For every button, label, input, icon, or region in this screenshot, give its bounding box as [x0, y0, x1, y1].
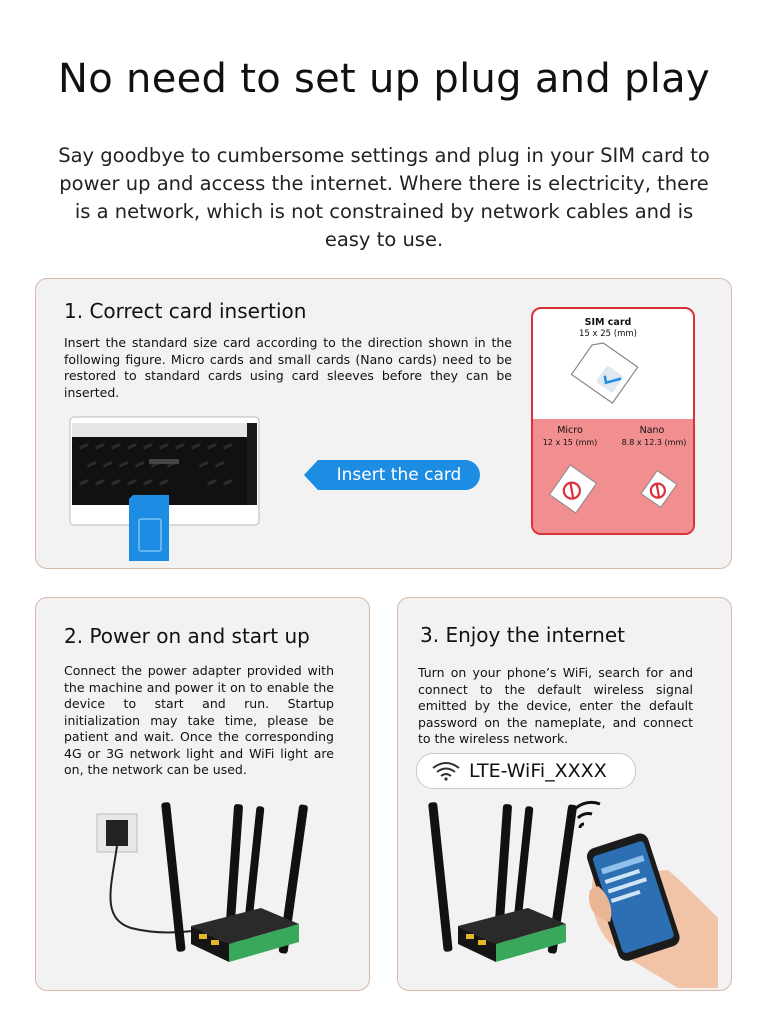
wifi-ssid-pill: [416, 753, 636, 789]
router-slot-illustration: [69, 415, 265, 563]
step2-text: Connect the power adapter provided with the machine and power it on to enable the device to start and run. Startup initialization may take time, please be patient and wait. Once the corresponding 4G or 3G network light and WiFi light are on, the network can be used.: [64, 663, 334, 777]
micro-label: Micro: [557, 425, 583, 436]
step1-text: Insert the standard size card according to the direction shown in the following figure. Micro cards and small cards (Nano cards) need to be restored to standard cards using card sleeves before they can be inserted.: [64, 335, 512, 400]
step3-card: [397, 597, 732, 991]
wifi-ssid: LTE-WiFi_XXXX: [469, 760, 607, 782]
nano-sim-forbidden-icon: [633, 465, 685, 513]
page-title: No need to set up plug and play: [58, 56, 710, 102]
nano-label: Nano: [639, 425, 665, 436]
insert-card-label: Insert the card: [318, 460, 480, 490]
step1-card: [35, 278, 732, 569]
nano-size: 8.8 x 12.3 (mm): [621, 438, 687, 447]
standard-sim-icon: [567, 339, 653, 415]
micro-size: 12 x 15 (mm): [542, 438, 598, 447]
wifi-icon: [431, 761, 461, 781]
sim-size-panel: [531, 307, 695, 535]
step1-title: 1. Correct card insertion: [64, 299, 307, 323]
step3-title: 3. Enjoy the internet: [420, 623, 625, 647]
router-phone-illustration: [418, 798, 718, 988]
sim-card-size: 15 x 25 (mm): [579, 329, 637, 339]
intro-text: Say goodbye to cumbersome settings and plug in your SIM card to power up and access the internet. Where there is electricity, there is a network, which is not constrained by network cables and is easy to use.: [58, 144, 710, 251]
step2-card: [35, 597, 370, 991]
sim-card-label: SIM card: [584, 317, 632, 328]
router-power-illustration: [91, 798, 361, 988]
micro-sim-forbidden-icon: [543, 461, 603, 517]
step2-title: 2. Power on and start up: [64, 624, 310, 648]
step3-text: Turn on your phone’s WiFi, search for and connect to the default wireless signal emitted by the device, enter the default password on the nameplate, and connect to the wireless network.: [418, 665, 693, 746]
